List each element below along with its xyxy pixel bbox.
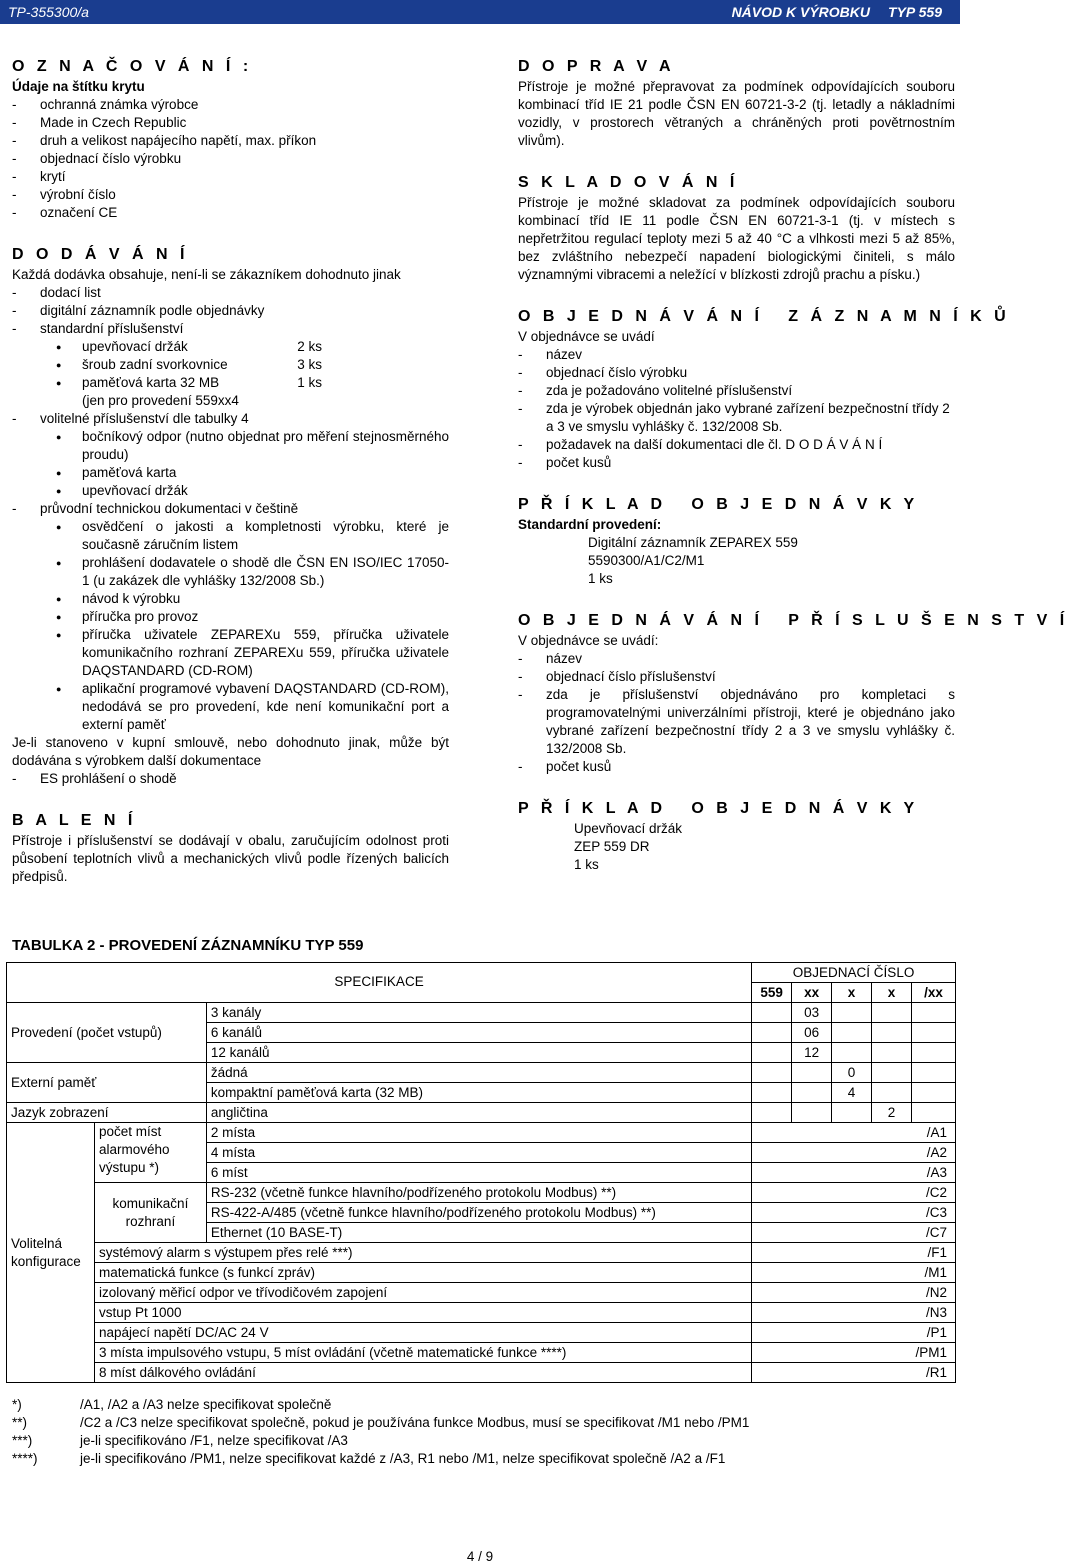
code-cell: /M1: [752, 1263, 956, 1283]
priklad2-heading: P Ř Í K L A D O B J E D N Á V K Y: [518, 800, 919, 817]
skladovani-text: Přístroje je možné skladovat za podmínek odpovídajících souboru kombinací tříd IE 11 podle ČSN EN 60721-3-1 (tj. v místech s nepřetržitou regulací teploty mezi 5 až 40 °C a vlhkosti mezi 5 až 85%, bez zvláštního nebezpečí napadení biologickými činiteli, s málo významnými vibracemi a neležící v blízkosti zdrojů prachu a písku.): [518, 195, 955, 282]
list-item: - zda je výrobek objednán jako vybrané zařízení bezpečnostní třídy 2 a 3 ve smyslu vyhlášky č. 132/2008 Sb.: [518, 400, 955, 436]
spec-label: vstup Pt 1000: [94, 1303, 751, 1323]
spec-header: SPECIFIKACE: [7, 963, 752, 1003]
doc-title: NÁVOD K VÝROBKU: [731, 4, 871, 20]
spec-label: kompaktní paměťová karta (32 MB): [206, 1083, 751, 1103]
section-ref: D O D Á V Á N Í: [785, 437, 883, 452]
spec-label: izolovaný měřicí odpor ve třívodičovém zapojení: [94, 1283, 751, 1303]
spec-label: Ethernet (10 BASE-T): [206, 1223, 751, 1243]
note-row: [12, 1414, 749, 1432]
code-cell: /PM1: [752, 1343, 956, 1363]
table-row: [7, 1103, 956, 1123]
oznacovani-heading: O Z N A Č O V Á N Í :: [12, 58, 253, 75]
spec-label: 2 místa: [206, 1123, 751, 1143]
table-row: [7, 1243, 956, 1263]
spec-label: 4 místa: [206, 1143, 751, 1163]
accessory-name: ● upevňovací držák: [82, 339, 188, 354]
table-row: [7, 1263, 956, 1283]
spec-label: 6 míst: [206, 1163, 751, 1183]
bullet-item: ● aplikační programové vybavení DAQSTANDARD (CD-ROM), nedodává se pro provedení, kde není komunikační port a externí paměť: [12, 680, 449, 734]
obj-prislusenstvi-intro: V objednávce se uvádí:: [518, 633, 659, 648]
accessory-qty: 3 ks: [297, 357, 322, 372]
table-row: [7, 1183, 956, 1203]
table-row: [7, 1123, 956, 1143]
list-item-text: požadavek na další dokumentaci dle čl.: [546, 437, 782, 452]
code-header-cell: x: [832, 983, 872, 1003]
list-item: - zda je příslušenství objednáváno pro kompletaci s programovatelnými univerzálními přístroji, které je objednáno jako vybrané zařízení bezpečnostní třídy 2 a 3 ve smyslu vyhlášky č. 132/2008 Sb.: [518, 686, 955, 758]
priklad-line: Upevňovací držák: [574, 821, 683, 836]
spec-label: systémový alarm s výstupem přes relé ***): [94, 1243, 751, 1263]
code-cell: 0: [832, 1063, 872, 1083]
code-cell: /A2: [752, 1143, 956, 1163]
code-cell: /C2: [752, 1183, 956, 1203]
doc-code: TP-355300/a: [8, 4, 89, 20]
code-cell: 12: [792, 1043, 832, 1063]
spec-label: napájecí napětí DC/AC 24 V: [94, 1323, 751, 1343]
code-cell: /N3: [752, 1303, 956, 1323]
row-group-label: Externí paměť: [7, 1063, 207, 1103]
table-row: [7, 1323, 956, 1343]
spec-label: 3 kanály: [206, 1003, 751, 1023]
code-cell: /A3: [752, 1163, 956, 1183]
row-group-label: Jazyk zobrazení: [7, 1103, 207, 1123]
note-text: je-li specifikováno /F1, nelze specifikovat /A3: [80, 1433, 348, 1448]
spec-label: 6 kanálů: [206, 1023, 751, 1043]
list-item: - průvodní technickou dokumentaci v češtině: [12, 500, 449, 518]
oznacovani-subheading: Údaje na štítku krytu: [12, 79, 145, 94]
accessory-qty: 2 ks: [297, 339, 322, 354]
dodavani-heading: D O D Á V Á N Í: [12, 246, 189, 263]
order-header: OBJEDNACÍ ČÍSLO: [752, 963, 956, 983]
list-item: - objednací číslo příslušenství: [518, 668, 955, 686]
code-header-cell: xx: [792, 983, 832, 1003]
header-bar: [0, 0, 960, 24]
table-title: TABULKA 2 - PROVEDENÍ ZÁZNAMNÍKU TYP 559: [12, 937, 364, 954]
note-row: [12, 1396, 749, 1414]
code-cell: /N2: [752, 1283, 956, 1303]
note-row: [12, 1432, 749, 1450]
row-subgroup-label: komunikační rozhraní: [94, 1183, 206, 1243]
table-row: [7, 963, 956, 983]
list-item: - označení CE: [12, 204, 449, 222]
list-item: - výrobní číslo: [12, 186, 449, 204]
priklad-line: Digitální záznamník ZEPAREX 559: [588, 535, 798, 550]
list-item: - ES prohlášení o shodě: [12, 770, 449, 788]
table-row: [7, 1363, 956, 1383]
accessory-note: (jen pro provedení 559xx4: [82, 393, 239, 408]
note-text: /A1, /A2 a /A3 nelze specifikovat společně: [80, 1397, 332, 1412]
list-item: - objednací číslo výrobku: [12, 150, 449, 168]
obj-zaznamniku-heading: O B J E D N Á V Á N Í Z Á Z N A M N Í K Ů: [518, 308, 1010, 325]
bullet-item: ● paměťová karta: [12, 464, 449, 482]
code-cell: /C3: [752, 1203, 956, 1223]
list-item: - krytí: [12, 168, 449, 186]
bullet-item: ● příručka uživatele ZEPAREXu 559, příručka uživatele komunikačního rozhraní ZEPAREXu 559, příručka uživatele DAQSTANDARD (CD-ROM): [12, 626, 449, 680]
kupni-smlouva-text: Je-li stanoveno v kupní smlouvě, nebo dohodnuto jinak, může být dodávána s výrobkem další dokumentace: [12, 735, 449, 768]
spec-label: 8 míst dálkového ovládání: [94, 1363, 751, 1383]
code-cell: 2: [872, 1103, 912, 1123]
bullet-item: ● prohlášení dodavatele o shodě dle ČSN EN ISO/IEC 17050-1 (u zakázek dle vyhlášky 132/2008 Sb.): [12, 554, 449, 590]
table-notes: [12, 1396, 749, 1468]
table-row: [7, 1283, 956, 1303]
code-cell: 06: [792, 1023, 832, 1043]
list-item: - druh a velikost napájecího napětí, max. příkon: [12, 132, 449, 150]
spec-label: RS-232 (včetně funkce hlavního/podřízeného protokolu Modbus) **): [206, 1183, 751, 1203]
code-cell: /R1: [752, 1363, 956, 1383]
note-mark: ***): [12, 1433, 33, 1448]
table-row: [7, 1343, 956, 1363]
priklad-line: 5590300/A1/C2/M1: [588, 553, 705, 568]
bullet-item: ● osvědčení o jakosti a kompletnosti výrobku, které je současně záručním listem: [12, 518, 449, 554]
list-item: [518, 436, 955, 454]
code-cell: /C7: [752, 1223, 956, 1243]
code-cell: 4: [832, 1083, 872, 1103]
note-text: je-li specifikováno /PM1, nelze specifikovat každé z /A3, R1 nebo /M1, nelze specifikovat společně /A2 a /F1: [80, 1451, 726, 1466]
code-cell: 03: [792, 1003, 832, 1023]
spec-label: 3 místa impulsového vstupu, 5 míst ovládání (včetně matematické funkce ****): [94, 1343, 751, 1363]
left-column: [12, 56, 449, 886]
row-group-label: Volitelná konfigurace: [7, 1123, 95, 1383]
right-column: [518, 56, 1068, 874]
spec-label: RS-422-A/485 (včetně funkce hlavního/podřízeného protokolu Modbus) **): [206, 1203, 751, 1223]
accessory-name: ● šroub zadní svorkovnice: [82, 357, 228, 372]
baleni-text: Přístroje i příslušenství se dodávají v obalu, zaručujícím odolnost proti působení teplotních vlivů a mechanických vlivů podle řízených balicích předpisů.: [12, 833, 449, 884]
spec-label: angličtina: [206, 1103, 751, 1123]
doprava-text: Přístroje je možné přepravovat za podmínek odpovídajících souboru kombinací tříd IE 21 podle ČSN EN 60721-3-2 (tj. letadly a nákladními vozidly, v prostorech větraných a chráněných proti povětrnostním vlivům).: [518, 79, 955, 148]
spec-label: žádná: [206, 1063, 751, 1083]
bullet-item: ● upevňovací držák: [12, 482, 449, 500]
accessory-item: [12, 356, 449, 374]
note-mark: ****): [12, 1451, 38, 1466]
obj-prislusenstvi-heading: O B J E D N Á V Á N Í P Ř Í S L U Š E N S T V Í: [518, 612, 1068, 629]
priklad-heading: P Ř Í K L A D O B J E D N Á V K Y: [518, 496, 919, 513]
baleni-heading: B A L E N Í: [12, 812, 137, 829]
list-item: - digitální záznamník podle objednávky: [12, 302, 449, 320]
accessory-item: [12, 374, 449, 392]
spec-label: 12 kanálů: [206, 1043, 751, 1063]
note-row: [12, 1450, 749, 1468]
code-header-cell: x: [872, 983, 912, 1003]
priklad-line: 1 ks: [574, 857, 599, 872]
priklad-label: Standardní provedení:: [518, 517, 662, 532]
priklad-line: ZEP 559 DR: [574, 839, 650, 854]
doc-type: TYP 559: [888, 4, 942, 20]
table-row: [7, 1003, 956, 1023]
code-header-cell: 559: [752, 983, 792, 1003]
code-header-cell: /xx: [911, 983, 955, 1003]
row-group-label: Provedení (počet vstupů): [7, 1003, 207, 1063]
list-item: - objednací číslo výrobku: [518, 364, 955, 382]
table-row: [7, 1063, 956, 1083]
skladovani-heading: S K L A D O V Á N Í: [518, 174, 739, 191]
list-item: - ochranná známka výrobce: [12, 96, 449, 114]
list-item: - zda je požadováno volitelné příslušenství: [518, 382, 955, 400]
note-mark: *): [12, 1397, 22, 1412]
code-cell: /F1: [752, 1243, 956, 1263]
obj-zaznamniku-intro: V objednávce se uvádí: [518, 329, 655, 344]
bullet-item: ● příručka pro provoz: [12, 608, 449, 626]
note-text: /C2 a /C3 nelze specifikovat společně, pokud je používána funkce Modbus, musí se specifikovat /M1 nebo /PM1: [80, 1415, 750, 1430]
list-item: - volitelné příslušenství dle tabulky 4: [12, 410, 449, 428]
priklad-line: 1 ks: [588, 571, 613, 586]
list-item: - standardní příslušenství: [12, 320, 449, 338]
list-item: - počet kusů: [518, 758, 955, 776]
spec-table: [6, 962, 956, 1383]
table-row: [7, 1303, 956, 1323]
spec-label: matematická funkce (s funkcí zpráv): [94, 1263, 751, 1283]
doprava-heading: D O P R A V A: [518, 58, 675, 75]
list-item: - dodací list: [12, 284, 449, 302]
list-item: - počet kusů: [518, 454, 955, 472]
list-item: - název: [518, 650, 955, 668]
accessory-item: [12, 338, 449, 356]
bullet-item: ● bočníkový odpor (nutno objednat pro měření stejnosměrného proudu): [12, 428, 449, 464]
accessory-name: ● paměťová karta 32 MB: [82, 375, 220, 390]
header-title: [714, 3, 942, 21]
list-item: - Made in Czech Republic: [12, 114, 449, 132]
code-cell: /P1: [752, 1323, 956, 1343]
row-subgroup-label: počet míst alarmového výstupu *): [94, 1123, 206, 1183]
list-item: - název: [518, 346, 955, 364]
note-mark: **): [12, 1415, 28, 1430]
page-number: 4 / 9: [466, 1549, 494, 1564]
dodavani-intro: Každá dodávka obsahuje, není-li se zákazníkem dohodnuto jinak: [12, 267, 401, 282]
bullet-item: ● návod k výrobku: [12, 590, 449, 608]
accessory-qty: 1 ks: [297, 375, 322, 390]
code-cell: /A1: [752, 1123, 956, 1143]
